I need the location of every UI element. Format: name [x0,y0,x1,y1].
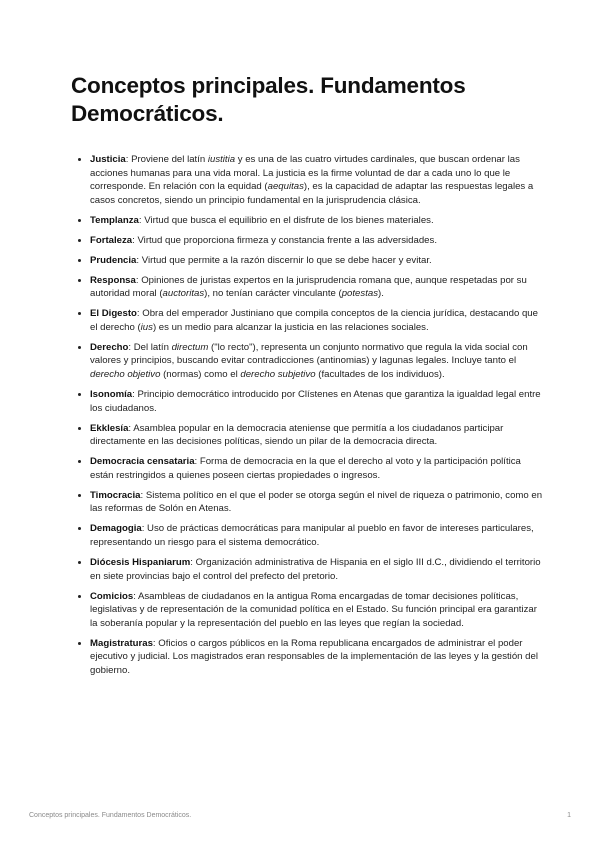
term-label: Fortaleza [90,234,133,246]
term-label: Comicios [90,590,134,602]
definition-text: : Proviene del latín [125,154,208,165]
definition-text: (normas) como el [160,369,241,381]
list-item [90,234,546,248]
page-number: 1 [567,812,571,819]
definition-text: ), es la capacidad de adaptar las respuestas legales a casos concretos, siendo un principio fundamental en la jurisprudencia clásica. [90,181,534,206]
page-title: Conceptos principales. Fundamentos Democráticos. [71,73,466,126]
list-item [90,274,546,301]
definition-text: y es una de las cuatro virtudes cardinales, que buscan ordenar las acciones humanas para una vida moral. La justicia es la firme voluntad de dar a cada uno lo que le corresponde. En relación con la equidad ( [90,154,520,193]
definition-text: ) es un medio para alcanzar la justicia en las relaciones sociales. [152,321,429,333]
definition-text: : Principio democrático introducido por Clístenes en Atenas que garantiza la igualdad legal entre los ciudadanos. [90,389,541,414]
list-item [90,556,546,583]
definition-text: : Organización administrativa de Hispania en el siglo III d.C., dividiendo el territorio en siete provincias bajo el control del prefecto del pretorio. [90,556,541,582]
definition-italic-text: aequitas [267,181,304,193]
definition-text: : Obra del emperador Justiniano que compila conceptos de la ciencia jurídica, destacando que el derecho ( [90,308,538,333]
list-item [90,153,546,207]
definition-text: : Asamblea popular en la democracia ateniense que permitía a los ciudadanos participar directamente en las decisiones políticas, siendo un pilar de la democracia directa. [90,422,504,448]
definition-text: : Oficios o cargos públicos en la Roma republicana encargados de administrar el poder ejecutivo y judicial. Los magistrados eran responsables de la implementación de las leyes y la gestión del gobierno. [90,637,538,676]
list-item [90,254,546,268]
list-item [90,590,546,631]
definition-text: : Sistema político en el que el poder se otorga según el nivel de riqueza o patrimonio, como en las reformas de Solón en Atenas. [90,489,543,515]
term-label: Prudencia [90,254,137,266]
list-item [90,637,546,678]
term-label: Justicia [90,154,126,165]
list-item [90,455,546,482]
list-item [90,341,546,382]
term-label: Responsa [90,274,136,286]
footer-title: Conceptos principales. Fundamentos Democráticos. [29,812,192,819]
definition-italic-text: derecho subjetivo [240,369,316,381]
definition-text: : Forma de democracia en la que el derecho al voto y la participación política están restringidos a quienes poseen ciertas propiedades o ingresos. [90,456,521,481]
definition-italic-text: iustitia [207,154,236,165]
list-item [90,307,546,334]
definition-italic-text: ius [140,321,153,333]
terms-list [73,153,546,684]
definition-text: : Virtud que proporciona firmeza y constancia frente a las adversidades. [132,234,437,246]
definition-italic-text: directum [171,341,209,353]
definition-italic-text: potestas [341,288,378,300]
definition-italic-text: derecho objetivo [90,369,161,381]
term-label: Demagogia [90,523,142,535]
definition-text: : Del latín [128,341,172,353]
definition-text: : Uso de prácticas democráticas para manipular al pueblo en favor de intereses particulares, representando un riesgo para el sistema democrático. [90,523,534,548]
definition-text: (facultades de los individuos). [315,369,445,381]
list-item [90,489,546,516]
term-label: Derecho [90,341,129,353]
definition-italic-text: auctoritas [162,288,205,300]
term-label: Ekklesía [90,422,129,434]
term-label: Templanza [90,214,139,226]
definition-text: ). [378,288,384,300]
definition-text: ("lo recto"), representa un conjunto normativo que regula la vida social con valores y principios, buscando evitar contradicciones (antinomias) y lagunas legales. Incluye tanto el [90,341,528,367]
term-label: El Digesto [90,308,137,320]
definition-text: : Opiniones de juristas expertos en la jurisprudencia romana que, aunque respetadas por su autoridad moral ( [90,274,527,300]
definition-text: ), no tenían carácter vinculante ( [204,288,342,300]
term-label: Democracia censataria [90,456,195,468]
definition-text: : Asambleas de ciudadanos en la antigua Roma encargadas de tomar decisiones políticas, legislativas y de representación de la comunidad política en el Estado. Su función principal era garantizar la soberanía popular y la representación del pueblo en las leyes que regían la sociedad. [90,590,537,629]
list-item [90,522,546,549]
list-item [90,422,546,449]
term-label: Isonomía [90,389,133,401]
term-label: Magistraturas [90,637,153,649]
list-item [90,388,546,415]
list-item [90,214,546,228]
definition-text: : Virtud que busca el equilibrio en el disfrute de los bienes materiales. [138,214,434,226]
term-label: Timocracia [90,489,141,501]
term-label: Diócesis Hispaniarum [90,556,191,568]
definition-text: : Virtud que permite a la razón discernir lo que se debe hacer y evitar. [136,254,432,266]
